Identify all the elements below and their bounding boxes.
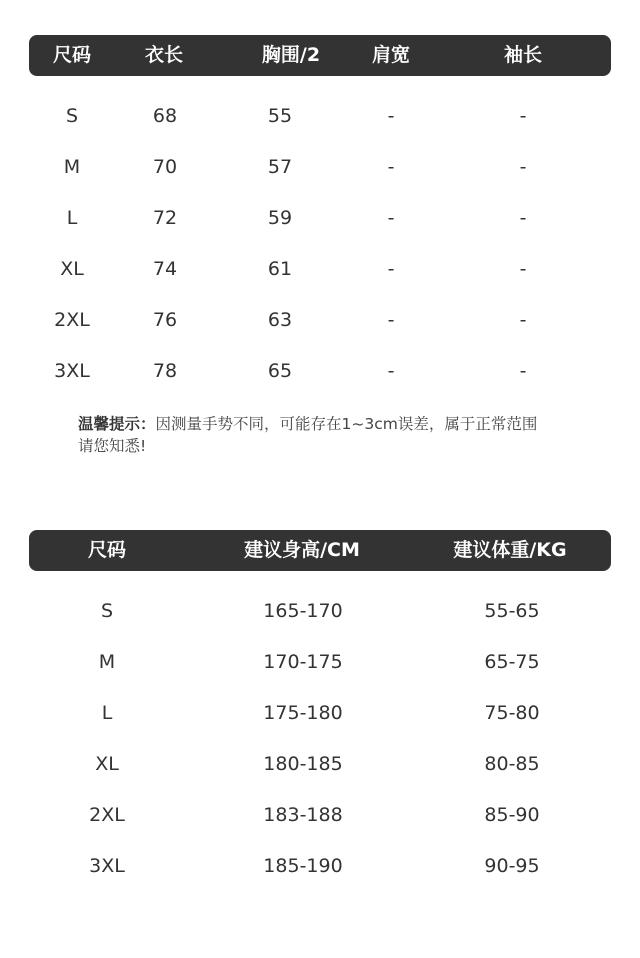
cell-size: L — [66, 207, 78, 229]
cell-size: M — [63, 156, 81, 178]
notice-title: 温馨提示 — [78, 415, 141, 433]
table-row — [0, 254, 640, 284]
cell-length: 72 — [152, 207, 178, 229]
table-row — [0, 851, 640, 881]
cell-weight: 75-80 — [484, 702, 540, 724]
cell-sleeve: - — [519, 360, 527, 382]
cell-size: S — [100, 600, 114, 622]
cell-chest: 57 — [267, 156, 293, 178]
cell-shoulder: - — [387, 156, 395, 178]
cell-shoulder: - — [387, 207, 395, 229]
cell-size: 2XL — [54, 309, 90, 331]
cell-height: 165-170 — [263, 600, 343, 622]
cell-size: 2XL — [89, 804, 125, 826]
cell-shoulder: - — [387, 258, 395, 280]
cell-height: 175-180 — [263, 702, 343, 724]
cell-length: 68 — [152, 105, 178, 127]
header-height: 建议身高/CM — [244, 539, 360, 561]
cell-weight: 55-65 — [484, 600, 540, 622]
notice-separator: ： — [140, 415, 156, 433]
table-row — [0, 101, 640, 131]
table-row — [0, 596, 640, 626]
header-size: 尺码 — [52, 44, 92, 66]
table-row — [0, 152, 640, 182]
cell-length: 70 — [152, 156, 178, 178]
notice-body: 因测量手势不同，可能存在1~3cm误差，属于正常范围 — [155, 415, 538, 433]
cell-weight: 90-95 — [484, 855, 540, 877]
cell-sleeve: - — [519, 309, 527, 331]
header-chest: 胸围/2 — [261, 44, 321, 66]
recommend-table-header — [29, 530, 611, 571]
cell-sleeve: - — [519, 105, 527, 127]
header-weight: 建议体重/KG — [453, 539, 567, 561]
header-sleeve: 袖长 — [503, 44, 543, 66]
cell-shoulder: - — [387, 105, 395, 127]
table-row — [0, 800, 640, 830]
cell-length: 76 — [152, 309, 178, 331]
cell-sleeve: - — [519, 156, 527, 178]
cell-size: 3XL — [89, 855, 125, 877]
cell-size: L — [101, 702, 113, 724]
cell-weight: 80-85 — [484, 753, 540, 775]
cell-shoulder: - — [387, 309, 395, 331]
cell-height: 185-190 — [263, 855, 343, 877]
measurement-notice — [78, 413, 598, 457]
cell-chest: 55 — [267, 105, 293, 127]
header-length: 衣长 — [144, 44, 184, 66]
table-row — [0, 698, 640, 728]
cell-size: 3XL — [54, 360, 90, 382]
cell-shoulder: - — [387, 360, 395, 382]
cell-length: 74 — [152, 258, 178, 280]
cell-chest: 61 — [267, 258, 293, 280]
cell-height: 180-185 — [263, 753, 343, 775]
cell-sleeve: - — [519, 258, 527, 280]
header-size: 尺码 — [87, 539, 127, 561]
notice-line-2: 请您知悉! — [78, 437, 147, 455]
table-row — [0, 356, 640, 386]
cell-height: 170-175 — [263, 651, 343, 673]
cell-height: 183-188 — [263, 804, 343, 826]
cell-sleeve: - — [519, 207, 527, 229]
cell-size: M — [98, 651, 116, 673]
table-row — [0, 749, 640, 779]
cell-weight: 85-90 — [484, 804, 540, 826]
cell-chest: 59 — [267, 207, 293, 229]
cell-weight: 65-75 — [484, 651, 540, 673]
notice-line-1 — [78, 413, 598, 435]
header-shoulder: 肩宽 — [371, 44, 411, 66]
cell-size: XL — [60, 258, 84, 280]
table-row — [0, 647, 640, 677]
table-row — [0, 203, 640, 233]
cell-chest: 65 — [267, 360, 293, 382]
cell-size: XL — [95, 753, 119, 775]
table-row — [0, 305, 640, 335]
cell-size: S — [65, 105, 79, 127]
cell-length: 78 — [152, 360, 178, 382]
size-table-header — [29, 35, 611, 76]
cell-chest: 63 — [267, 309, 293, 331]
